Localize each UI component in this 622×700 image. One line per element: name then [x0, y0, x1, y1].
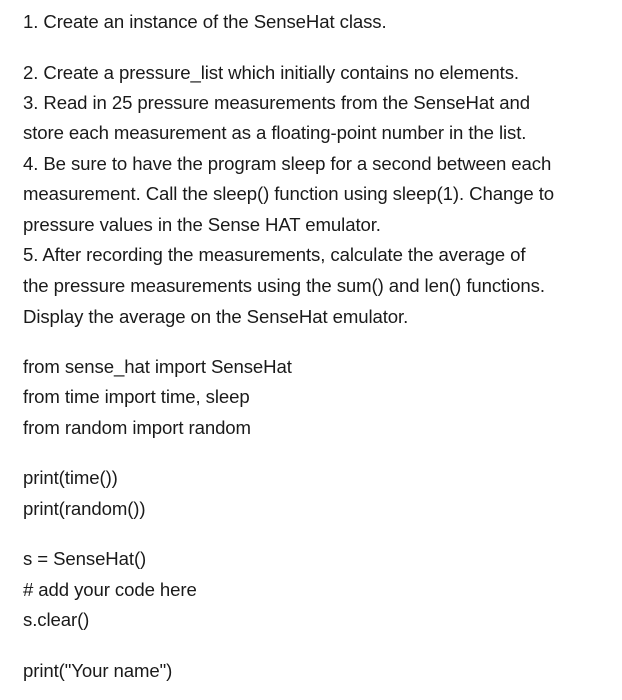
- instruction-step-4-line-2: measurement. Call the sleep() function using sleep(1). Change to: [23, 183, 555, 204]
- instruction-step-5-line-1: 5. After recording the measurements, calculate the average of: [23, 244, 526, 265]
- instruction-step-5-line-3: Display the average on the SenseHat emulator.: [23, 306, 409, 327]
- instruction-step-4-line-3: pressure values in the Sense HAT emulator.: [23, 214, 381, 235]
- instruction-step-3-line-1: 3. Read in 25 pressure measurements from the SenseHat and: [23, 92, 530, 113]
- instruction-step-3-line-2: store each measurement as a floating-point number in the list.: [23, 122, 527, 143]
- instruction-step-1: 1. Create an instance of the SenseHat class.: [23, 11, 387, 32]
- code-body-line: s = SenseHat(): [23, 548, 147, 569]
- instruction-step-4-line-1: 4. Be sure to have the program sleep for a second between each: [23, 153, 552, 174]
- code-print-line: print(time()): [23, 467, 118, 488]
- code-body-line: s.clear(): [23, 609, 90, 630]
- instruction-step-2: 2. Create a pressure_list which initially contains no elements.: [23, 62, 519, 83]
- code-import-line: from sense_hat import SenseHat: [23, 356, 292, 377]
- code-import-line: from time import time, sleep: [23, 386, 250, 407]
- code-comment-line: # add your code here: [23, 579, 197, 600]
- code-final-print-line: print("Your name"): [23, 660, 173, 681]
- instruction-step-5-line-2: the pressure measurements using the sum() and len() functions.: [23, 275, 545, 296]
- code-print-line: print(random()): [23, 498, 146, 519]
- code-import-line: from random import random: [23, 417, 251, 438]
